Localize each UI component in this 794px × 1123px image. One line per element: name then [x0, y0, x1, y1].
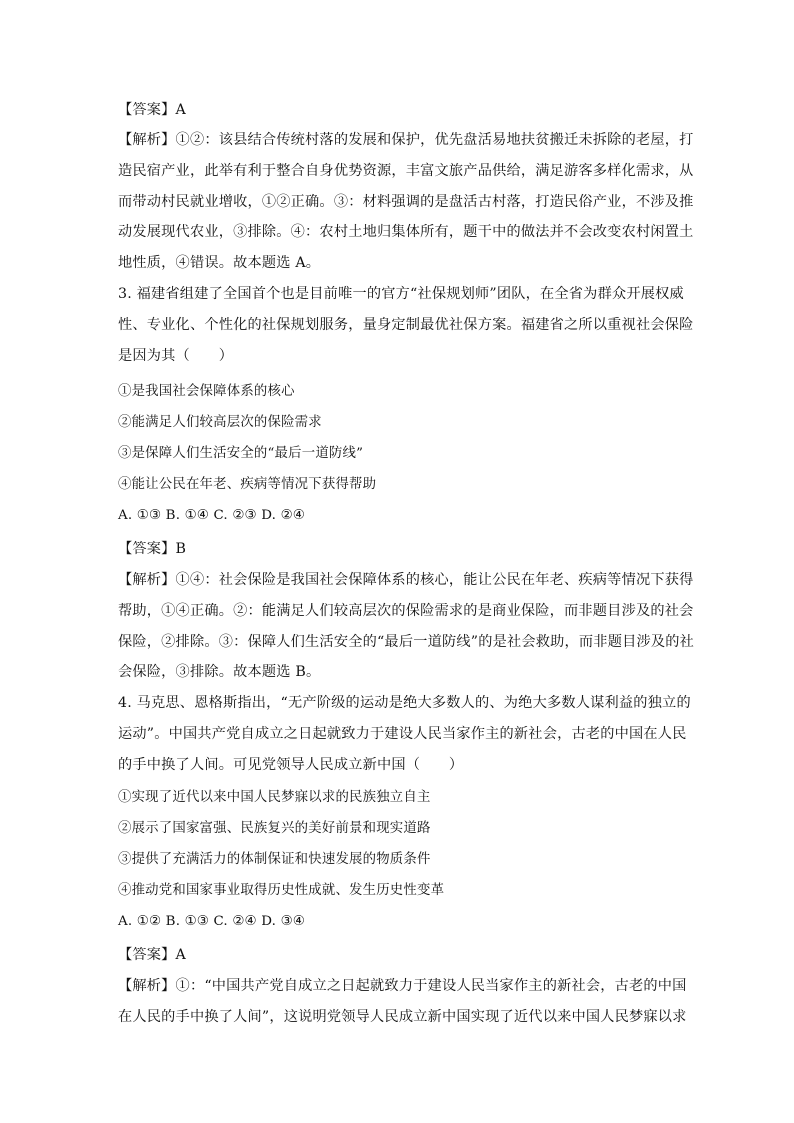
text-line: 4. 马克思、恩格斯指出，“无产阶级的运动是绝大多数人的、为绝大多数人谋利益的独立的 [118, 695, 691, 711]
text-line: 【解析】①：“中国共产党自成立之日起就致力于建设人民当家作主的新社会，古老的中国 [118, 978, 687, 994]
text-line: 造民宿产业，此举有利于整合自身优势资源，丰富文旅产品供给，满足游客多样化需求，从 [118, 163, 694, 179]
text-line: 在人民的手中换了人间”，这说明党领导人民成立新中国实现了近代以来中国人民梦寐以求 [118, 1009, 687, 1025]
text-line: 会保险，③排除。故本题选 B。 [118, 664, 321, 680]
text-line: 而带动村民就业增收，①②正确。③：材料强调的是盘活古村落，打造民俗产业，不涉及推 [118, 194, 694, 210]
text-line: ④推动党和国家事业取得历史性成就、发生历史性变革 [118, 883, 445, 898]
text-line: ②能满足人们较高层次的保险需求 [118, 415, 322, 430]
text-line: 动发展现代农业，③排除。④：农村土地归集体所有，题干中的做法并不会改变农村闲置土 [118, 224, 694, 240]
text-line: ③提供了充满活力的体制保证和快速发展的物质条件 [118, 852, 431, 867]
text-line: ③是保障人们生活安全的“最后一道防线” [118, 446, 364, 461]
text-line: 运动”。中国共产党自成立之日起就致力于建设人民当家作主的新社会，古老的中国在人民 [118, 726, 687, 742]
text-line: 【答案】A [118, 947, 186, 963]
text-line: 帮助，①④正确。②：能满足人们较高层次的保险需求的是商业保险，而非题目涉及的社会 [118, 603, 694, 619]
text-line: 的手中换了人间。可见党领导人民成立新中国（ ） [118, 757, 464, 773]
text-line: 保险，②排除。③：保障人们生活安全的“最后一道防线”的是社会救助，而非题目涉及的社 [118, 634, 695, 650]
text-line: 3. 福建省组建了全国首个也是目前唯一的官方“社保规划师”团队，在全省为群众开展权威 [118, 286, 684, 302]
text-line: 【解析】①②：该县结合传统村落的发展和保护，优先盘活易地扶贫搬迁未拆除的老屋，打 [118, 132, 694, 148]
text-line: 是因为其（ ） [118, 348, 234, 364]
text-line: 地性质，④错误。故本题选 A。 [118, 255, 321, 271]
text-line: ①实现了近代以来中国人民梦寐以求的民族独立自主 [118, 790, 431, 805]
text-line: 【答案】B [118, 541, 187, 557]
text-line: 【答案】A [118, 102, 186, 118]
text-line: ④能让公民在年老、疾病等情况下获得帮助 [118, 477, 377, 492]
text-line: 性、专业化、个性化的社保规划服务，量身定制最优社保方案。福建省之所以重视社会保险 [118, 317, 694, 333]
text-line: ②展示了国家富强、民族复兴的美好前景和现实道路 [118, 821, 431, 836]
text-line: A. ①② B. ①③ C. ②④ D. ③④ [118, 914, 305, 929]
text-line: A. ①③ B. ①④ C. ②③ D. ②④ [118, 508, 305, 523]
text-line: 【解析】①④：社会保险是我国社会保障体系的核心，能让公民在年老、疾病等情况下获得 [118, 572, 694, 588]
text-line: ①是我国社会保障体系的核心 [118, 384, 295, 399]
